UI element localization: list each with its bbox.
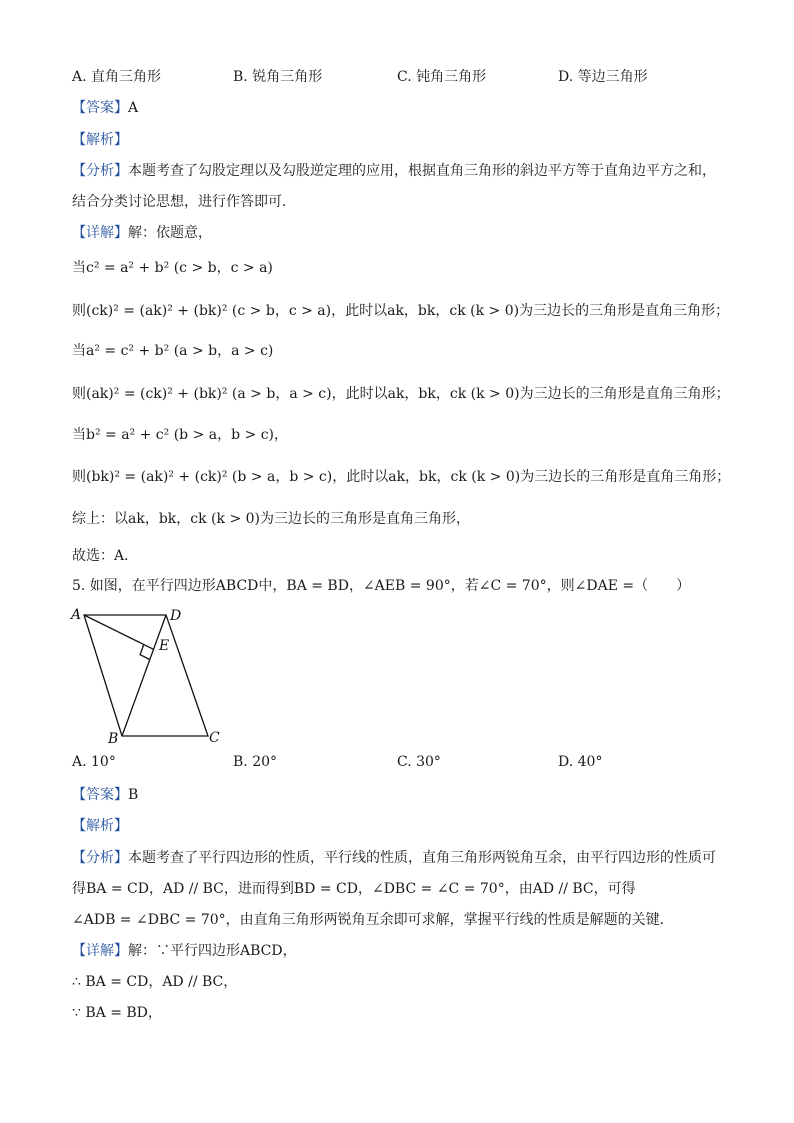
analysis-tag: 【解析】 [72,132,128,148]
q5-fenxi-line-3: ∠ADB = ∠DBC = 70°，由直角三角形两锐角互余即可求解，掌握平行线的性质是解题的关键． [72,912,674,928]
q4-case1-condition: 当c² = a² + b² (c > b，c > a) [72,260,273,276]
analysis-tag: 【解析】 [72,818,128,834]
q4-case2-condition: 当a² = c² + b² (a > b，a > c) [72,343,274,359]
answer-tag: 【答案】 [72,787,128,803]
q4-case2-result: 则(ak)² = (ck)² + (bk)² (a > b，a > c)，此时以ak，bk，ck (k > 0)为三边长的三角形是直角三角形； [72,386,730,402]
q4-case1-result: 则(ck)² = (ak)² + (bk)² (c > b，c > a)，此时以ak，bk，ck (k > 0)为三边长的三角形是直角三角形； [72,303,730,319]
answer-value: A [128,100,139,116]
answer-tag: 【答案】 [72,100,128,116]
label-d: D [170,608,182,624]
answer-value: B [128,787,139,803]
parallelogram-abcd [84,615,208,736]
q4-case3-condition: 当b² = a² + c² (b > a，b > c)， [72,427,288,443]
step-1: 解：∵平行四边形ABCD， [128,943,297,959]
xiangjie-text: 解：依题意， [128,225,212,241]
q4-case3-result: 则(bk)² = (ak)² + (ck)² (b > a，b > c)，此时以ak，bk，ck (k > 0)为三边长的三角形是直角三角形； [72,469,731,485]
q4-option-a: A. 直角三角形 [72,69,162,85]
q4-summary: 综上：以ak，bk，ck (k > 0)为三边长的三角形是直角三角形， [72,511,470,527]
fenxi-text-1: 本题考查了平行四边形的性质，平行线的性质，直角三角形两锐角互余，由平行四边形的性质可 [128,850,716,866]
fenxi-text-1: 本题考查了勾股定理以及勾股逆定理的应用，根据直角三角形的斜边平方等于直角边平方之和， [128,163,716,179]
q5-option-c: C. 30° [397,754,441,770]
q4-answer [72,98,138,118]
q4-fenxi [72,161,716,181]
q5-step-3: ∵ BA = BD， [72,1005,162,1021]
fenxi-tag: 【分析】 [72,850,128,866]
q5-analysis-heading [72,816,128,836]
q5-stem: 5. 如图，在平行四边形ABCD中，BA = BD，∠AEB = 90°，若∠C = 70°，则∠DAE =（ ） [72,578,691,594]
q5-fenxi [72,848,716,868]
xiangjie-tag: 【详解】 [72,943,128,959]
q4-xiangjie [72,223,212,243]
q4-fenxi-line-2: 结合分类讨论思想，进行作答即可． [72,194,296,210]
q5-answer [72,785,138,805]
q4-option-b: B. 锐角三角形 [233,69,323,85]
q4-option-c: C. 钝角三角形 [397,69,487,85]
label-c: C [209,730,220,746]
label-b: B [108,731,119,747]
q5-fenxi-line-2: 得BA = CD，AD // BC，进而得到BD = CD，∠DBC = ∠C = 70°，由AD // BC，可得 [72,881,636,897]
q5-option-b: B. 20° [233,754,278,770]
segment-ae [84,615,154,649]
xiangjie-tag: 【详解】 [72,225,128,241]
label-e: E [159,638,170,654]
q5-options [72,754,732,774]
q4-option-d: D. 等边三角形 [558,69,648,85]
label-a: A [71,607,82,623]
q5-step-2: ∴ BA = CD，AD // BC， [72,974,238,990]
q5-option-a: A. 10° [72,754,116,770]
q5-option-d: D. 40° [558,754,603,770]
q5-xiangjie [72,941,297,961]
fenxi-tag: 【分析】 [72,163,128,179]
diagonal-bd [122,615,166,736]
q4-analysis-heading [72,130,128,150]
parallelogram-figure [68,600,228,750]
q4-choice: 故选：A． [72,548,139,564]
q4-options [72,66,732,86]
